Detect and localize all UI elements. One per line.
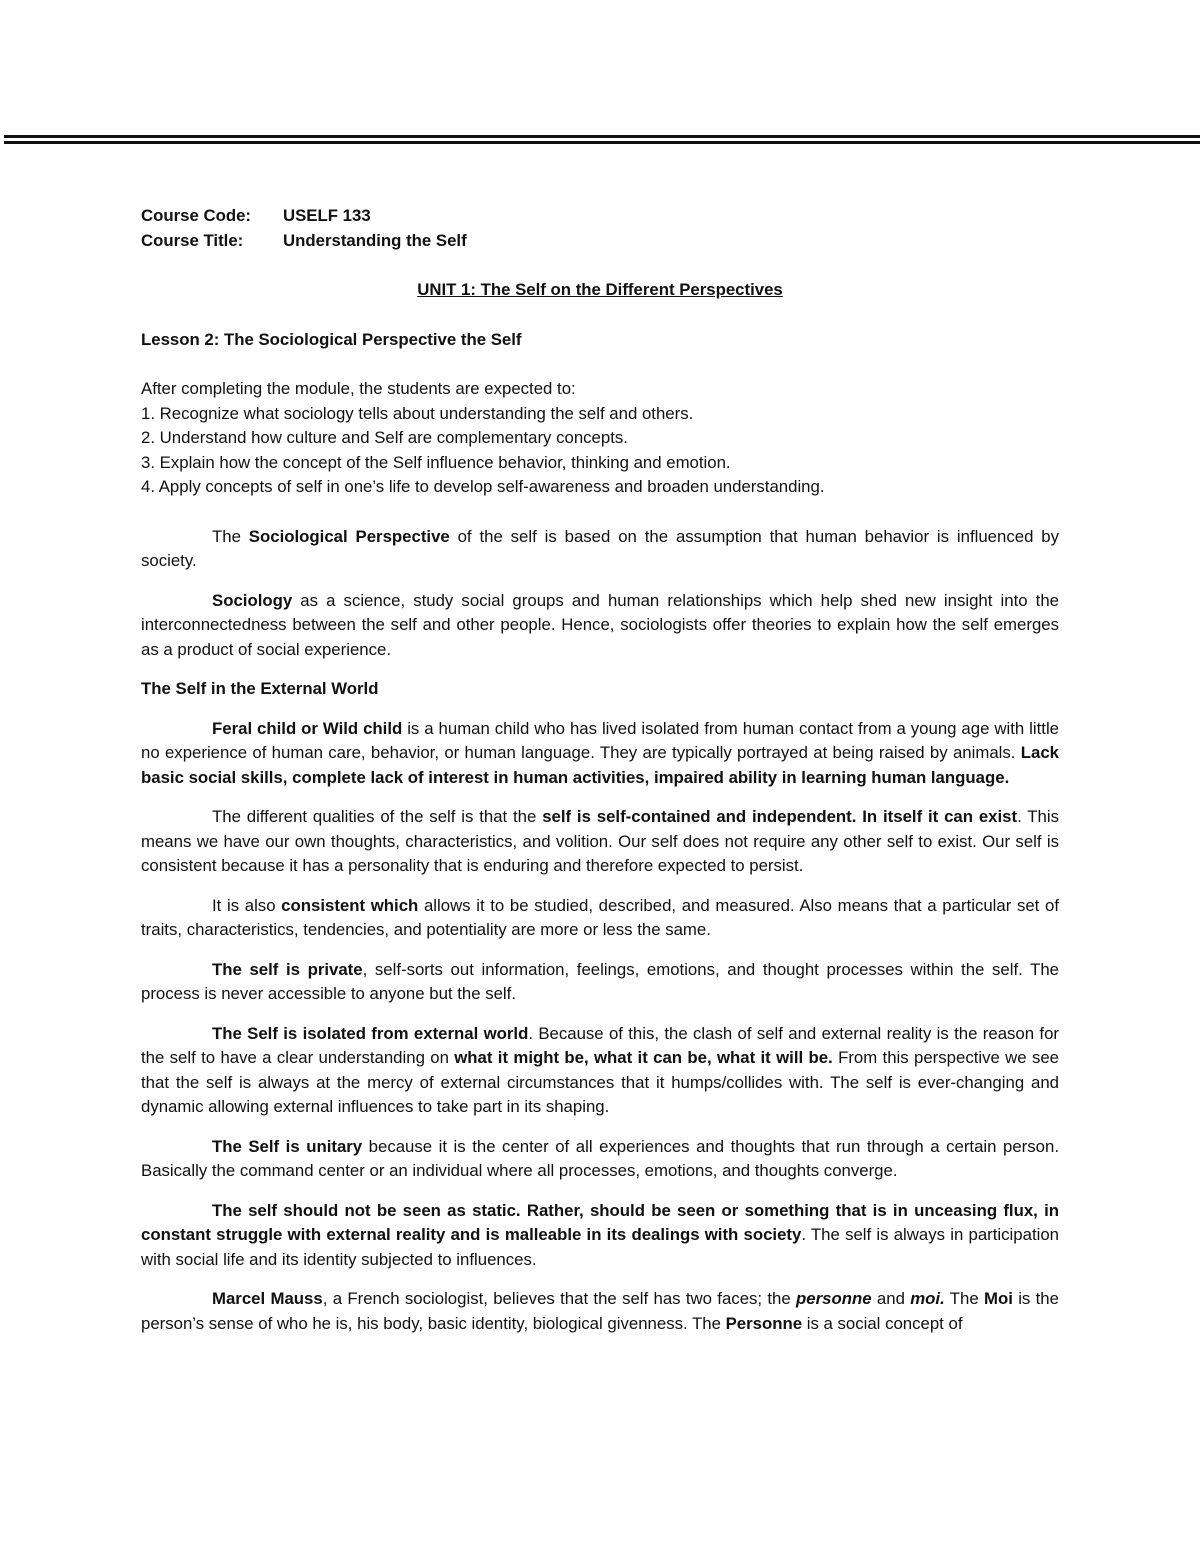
course-title-label: Course Title: (141, 230, 244, 250)
text-span: as a science, study social groups and human relationships which help shed new insight into the interconnectedness between the self and other people. Hence, sociologists offer theories to explain how the self emerges as a product of social experience. (141, 590, 1059, 659)
paragraph-feral-child (141, 717, 1059, 791)
course-code-value: USELF 133 (283, 206, 371, 225)
text-span: . The self is always in participation with social life and its identity subjected to influences. (141, 1225, 1060, 1269)
text-span: . Because of this, the clash of self and external reality is the reason for the self to have a clear understanding on (141, 1023, 1059, 1067)
text-span: , a French sociologist, believes that the self has two faces; the (322, 1289, 797, 1308)
bold-term: The Self is unitary (212, 1136, 363, 1156)
bold-term: Sociological Perspective (248, 526, 450, 546)
bold-term: Feral child or Wild child (212, 718, 403, 738)
paragraph-sociological-perspective (141, 525, 1059, 574)
text-span: is a human child who has lived isolated from human contact from a young age with little no experience of human care, behavior, or human language. They are typically portrayed at being raised by animals. (141, 718, 1060, 762)
bold-italic-term: moi. (910, 1289, 945, 1308)
text-span: of the self is based on the assumption that human behavior is influenced by society. (141, 526, 1059, 570)
course-title-row (141, 229, 1059, 254)
text-span: From this perspective we see that the self is always at the mercy of external circumstances that it humps/collides with. The self is ever-changing and dynamic allowing external influences to take part in its shaping. (141, 1048, 1059, 1116)
text-span: The (944, 1289, 984, 1308)
text-span: allows it to be studied, described, and measured. Also means that a particular set of traits, characteristics, tendencies, and potentiality are more or less the same. (141, 895, 1059, 939)
unit-title: UNIT 1: The Self on the Different Perspectives (417, 280, 783, 299)
lesson-title: Lesson 2: The Sociological Perspective the Self (141, 329, 522, 349)
objective-item: 2. Understand how culture and Self are complementary concepts. (141, 428, 628, 447)
bold-term: The Self is isolated from external world (212, 1023, 529, 1043)
bold-term: The self should not be seen as static. Rather, should be seen or something that is in unceasing flux, in constant struggle with external reality and is malleable in its dealings with society (141, 1200, 1059, 1244)
paragraph-self-contained (141, 805, 1059, 879)
bold-term: Moi (983, 1289, 1013, 1308)
bold-italic-term: personne (796, 1289, 872, 1308)
text-span: The (212, 526, 249, 546)
bold-term: self is self-contained and independent. In itself it can exist (542, 807, 1018, 826)
objective-item: 3. Explain how the concept of the Self influence behavior, thinking and emotion. (141, 452, 731, 472)
course-title-value: Understanding the Self (283, 230, 467, 250)
course-code-row (141, 204, 1059, 229)
paragraph-not-static (141, 1199, 1059, 1273)
paragraph-isolated (141, 1022, 1059, 1120)
bold-term: Personne (725, 1313, 803, 1333)
text-span: . This means we have our own thoughts, characteristics, and volition. Our self does not require any other self to exist. Our self is consistent because it has a personality that is enduring and therefore expected to persist. (141, 807, 1059, 875)
objectives-intro: After completing the module, the students are expected to: (141, 379, 576, 398)
section-heading: The Self in the External World (141, 679, 379, 698)
bold-term: The self is private (212, 959, 363, 979)
text-span: , self-sorts out information, feelings, emotions, and thought processes within the self. The process is never accessible to anyone but the self. (141, 959, 1059, 1003)
bold-term: Sociology (212, 590, 293, 610)
text-span: The different qualities of the self is that the (212, 807, 543, 826)
document-body (141, 204, 1059, 1336)
paragraph-private (141, 958, 1059, 1007)
bold-term: Lack basic social skills, complete lack of interest in human activities, impaired ability in learning human language. (141, 743, 1059, 787)
paragraph-consistent (141, 894, 1059, 943)
paragraph-unitary (141, 1135, 1059, 1184)
text-span: and (871, 1289, 911, 1308)
bold-term: consistent which (281, 895, 419, 915)
header-rule-top (4, 135, 1200, 138)
bold-term: Marcel Mauss (212, 1289, 323, 1308)
objective-item: 1. Recognize what sociology tells about understanding the self and others. (141, 403, 694, 423)
text-span: It is also (212, 895, 282, 915)
header-rule-bottom (4, 141, 1200, 144)
text-span: because it is the center of all experiences and thoughts that run through a certain person. Basically the command center or an individual where all processes, emotions, and thoughts converge. (141, 1136, 1059, 1180)
objectives-list (141, 377, 1059, 500)
paragraph-sociology (141, 589, 1059, 663)
objective-item: 4. Apply concepts of self in one’s life to develop self-awareness and broaden understanding. (141, 477, 825, 496)
course-code-label: Course Code: (141, 206, 252, 225)
paragraph-marcel-mauss (141, 1287, 1059, 1336)
bold-term: what it might be, what it can be, what it will be. (454, 1048, 833, 1067)
text-span: is the person’s sense of who he is, his body, basic identity, biological givenness. The (141, 1289, 1059, 1333)
text-span: is a social concept of (802, 1313, 963, 1333)
